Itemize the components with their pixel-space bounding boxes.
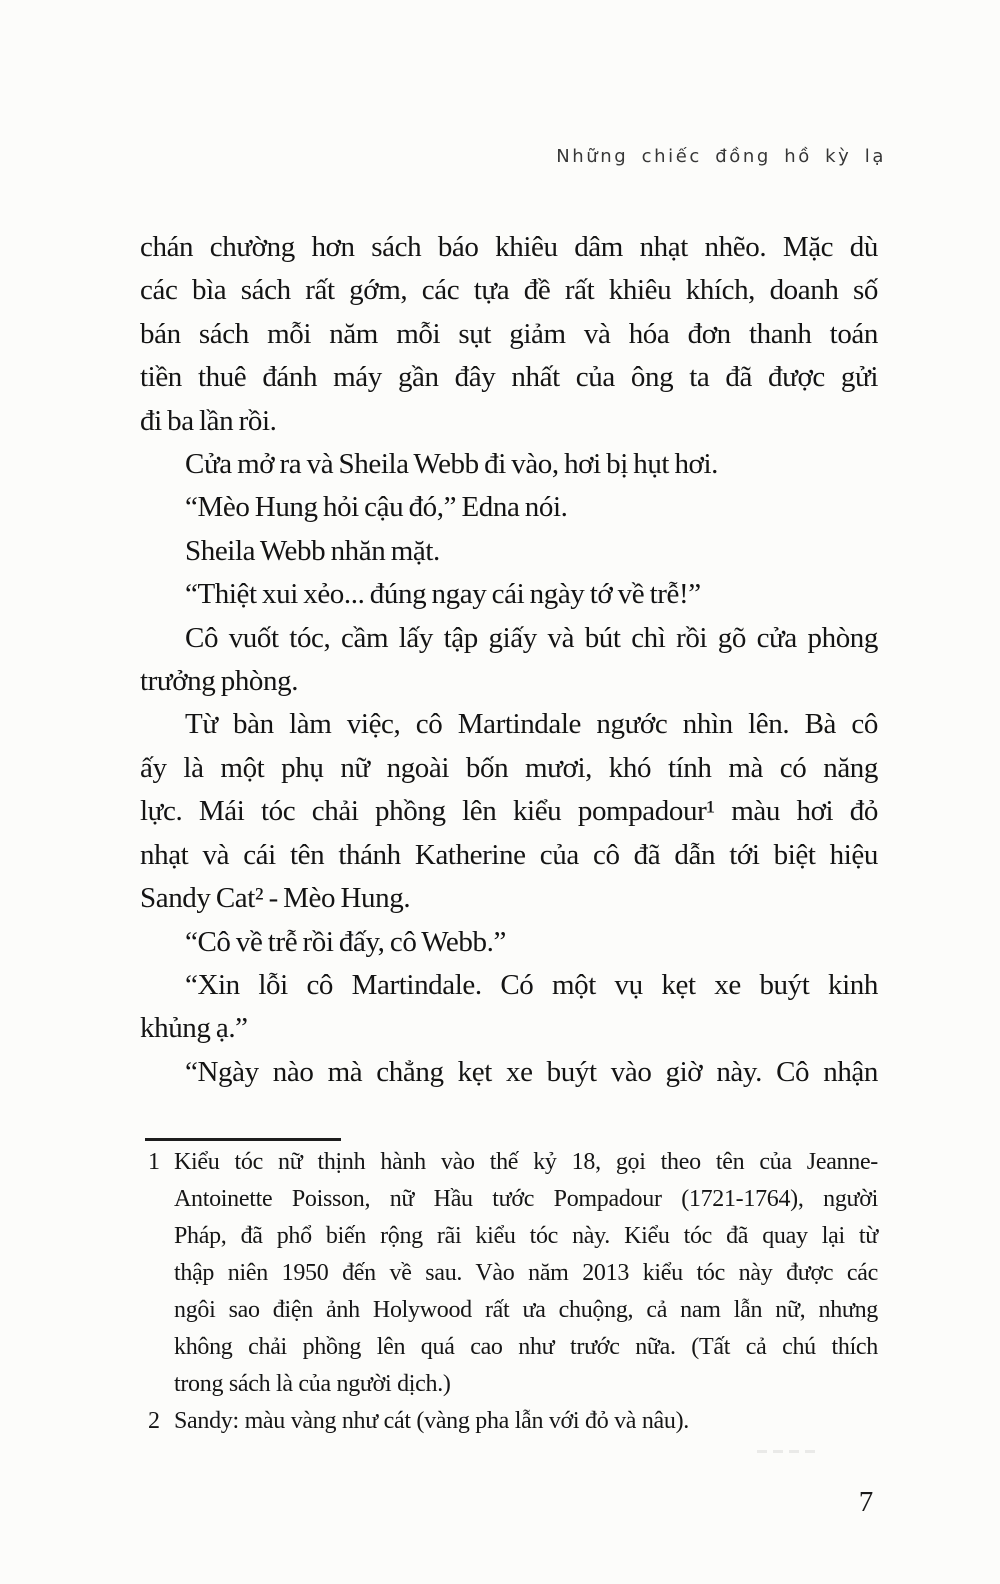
body-line: Sheila Webb nhăn mặt. [185,534,440,567]
body-line: Cô vuốt tóc, cầm lấy tập giấy và bút chì rồi gõ cửa phòng [185,621,878,654]
footnote-line: Pháp, đã phổ biến rộng rãi kiểu tóc này. Kiểu tóc đã quay lại từ [174,1223,878,1249]
footnote-line: trong sách là của người dịch.) [174,1371,451,1397]
footnote-number: 2 [148,1408,160,1434]
body-line: đi ba lần rồi. [140,404,277,437]
footnote-line: ngôi sao điện ảnh Holywood rất ưa chuộng, cả nam lẫn nữ, nhưng [174,1297,878,1323]
body-line: “Xin lỗi cô Martindale. Có một vụ kẹt xe buýt kinh [185,968,878,1001]
body-line: trưởng phòng. [140,665,299,698]
body-line: bán sách mỗi năm mỗi sụt giảm và hóa đơn thanh toán [140,317,878,350]
footnote-line: Sandy: màu vàng như cát (vàng pha lẫn với đỏ và nâu). [174,1408,689,1434]
body-line: các bìa sách rất gớm, các tựa đề rất khiêu khích, doanh số [140,274,878,307]
body-line: tiền thuê đánh máy gần đây nhất của ông ta đã được gửi [140,361,878,394]
footnote-line: không chải phồng lên quá cao như trước nữa. (Tất cả chú thích [174,1334,878,1360]
body-line: “Mèo Hung hỏi cậu đó,” Edna nói. [185,491,568,524]
footnote-1 [148,1144,878,1403]
footnote-2 [148,1403,878,1440]
footnote-text [174,1144,878,1403]
body-line: “Cô về trễ rồi đấy, cô Webb.” [185,925,506,958]
body-line: Sandy Cat² - Mèo Hung. [140,882,411,915]
body-line: lực. Mái tóc chải phồng lên kiểu pompadour¹ màu hơi đỏ [140,795,878,828]
footnote-line: thập niên 1950 đến về sau. Vào năm 2013 kiểu tóc này được các [174,1260,878,1286]
scan-smudge [757,1450,817,1453]
footnote-line: Kiểu tóc nữ thịnh hành vào thế kỷ 18, gọi theo tên của Jeanne- [174,1149,878,1175]
body-line: ấy là một phụ nữ ngoài bốn mươi, khó tính mà có năng [140,751,878,784]
body-line: Từ bàn làm việc, cô Martindale ngước nhìn lên. Bà cô [185,708,878,741]
body-line: khủng ạ.” [140,1012,248,1045]
footnote-separator [145,1138,341,1141]
body-line: “Thiệt xui xẻo... đúng ngay cái ngày tớ về trễ!” [185,578,701,611]
body-line: nhạt và cái tên thánh Katherine của cô đã dẫn tới biệt hiệu [140,838,878,871]
body-line: “Ngày nào mà chẳng kẹt xe buýt vào giờ này. Cô nhận [185,1055,878,1088]
body-text [140,226,878,1094]
footnote-number: 1 [148,1149,160,1175]
body-line: Cửa mở ra và Sheila Webb đi vào, hơi bị hụt hơi. [185,448,718,481]
page-number: 7 [858,1486,874,1518]
running-header: Những chiếc đồng hồ kỳ lạ [556,146,886,167]
footnotes [148,1144,878,1440]
body-line: chán chường hơn sách báo khiêu dâm nhạt nhẽo. Mặc dù [140,231,878,263]
footnote-line: Antoinette Poisson, nữ Hầu tước Pompadour (1721-1764), người [174,1186,878,1212]
footnote-text [174,1403,878,1440]
